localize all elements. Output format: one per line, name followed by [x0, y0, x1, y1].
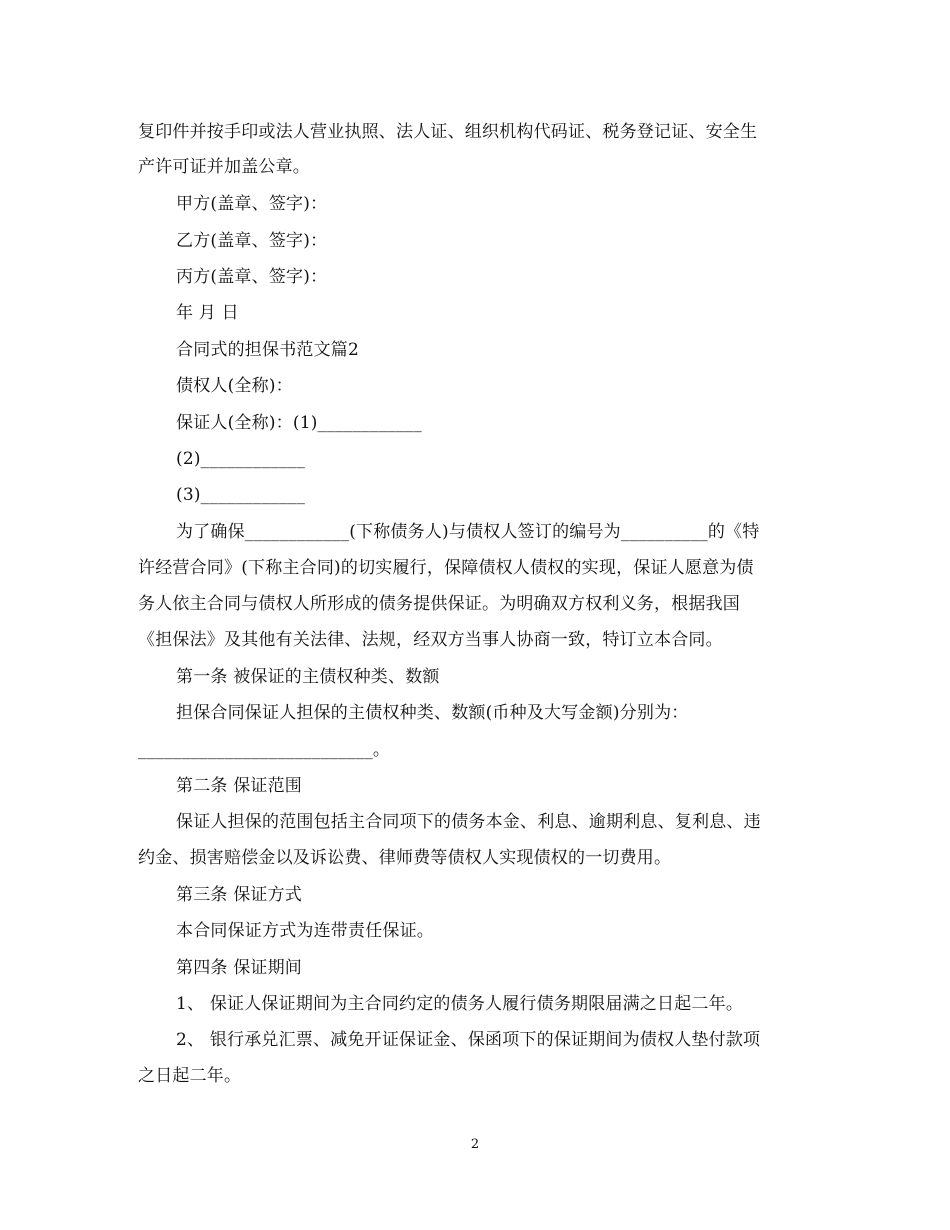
guarantor-line: 保证人(全称)：(1)____________ — [176, 413, 422, 433]
text-line: 1、 保证人保证期间为主合同约定的债务人履行债务期限届满之日起二年。 — [176, 994, 744, 1014]
text-line: 之日起二年。 — [138, 1066, 242, 1086]
text-line: ___________________________。 — [138, 740, 391, 760]
text-line: 务人依主合同与债权人所形成的债务提供保证。为明确双方权利义务，根据我国 — [138, 594, 740, 614]
signature-line-party-a: 甲方(盖章、签字)： — [176, 194, 328, 214]
signature-line-party-b: 乙方(盖章、签字)： — [176, 231, 328, 251]
text-line: 为了确保____________(下称债务人)与债权人签订的编号为__________的《特 — [176, 522, 760, 542]
article-heading: 第二条 保证范围 — [176, 776, 303, 796]
creditor-line: 债权人(全称)： — [176, 376, 293, 396]
signature-line-party-c: 丙方(盖章、签字)： — [176, 267, 328, 287]
text-line: 许经营合同》(下称主合同)的切实履行，保障债权人债权的实现，保证人愿意为债 — [138, 558, 754, 578]
text-line: 2、 银行承兑汇票、减免开证保证金、保函项下的保证期间为债权人垫付款项 — [176, 1030, 761, 1050]
guarantor-line: (3)____________ — [176, 485, 306, 505]
text-line: 约金、损害赔偿金以及诉讼费、律师费等债权人实现债权的一切费用。 — [138, 848, 672, 868]
text-line: 保证人担保的范围包括主合同项下的债务本金、利息、逾期利息、复利息、违 — [176, 812, 761, 832]
text-line: 《担保法》及其他有关法律、法规，经双方当事人协商一致，特订立本合同。 — [138, 630, 723, 650]
text-line: 产许可证并加盖公章。 — [138, 157, 310, 177]
article-heading: 第四条 保证期间 — [176, 958, 303, 978]
article-heading: 第三条 保证方式 — [176, 885, 303, 905]
date-line: 年 月 日 — [176, 303, 239, 323]
text-line: 本合同保证方式为连带责任保证。 — [176, 921, 434, 941]
text-line: 担保合同保证人担保的主债权种类、数额(币种及大写金额)分别为： — [176, 703, 689, 723]
text-line: 复印件并按手印或法人营业执照、法人证、组织机构代码证、税务登记证、安全生 — [138, 122, 758, 142]
page-number: 2 — [470, 1137, 480, 1152]
section-heading: 合同式的担保书范文篇2 — [176, 340, 360, 360]
guarantor-line: (2)____________ — [176, 449, 306, 469]
article-heading: 第一条 被保证的主债权种类、数额 — [176, 667, 440, 687]
